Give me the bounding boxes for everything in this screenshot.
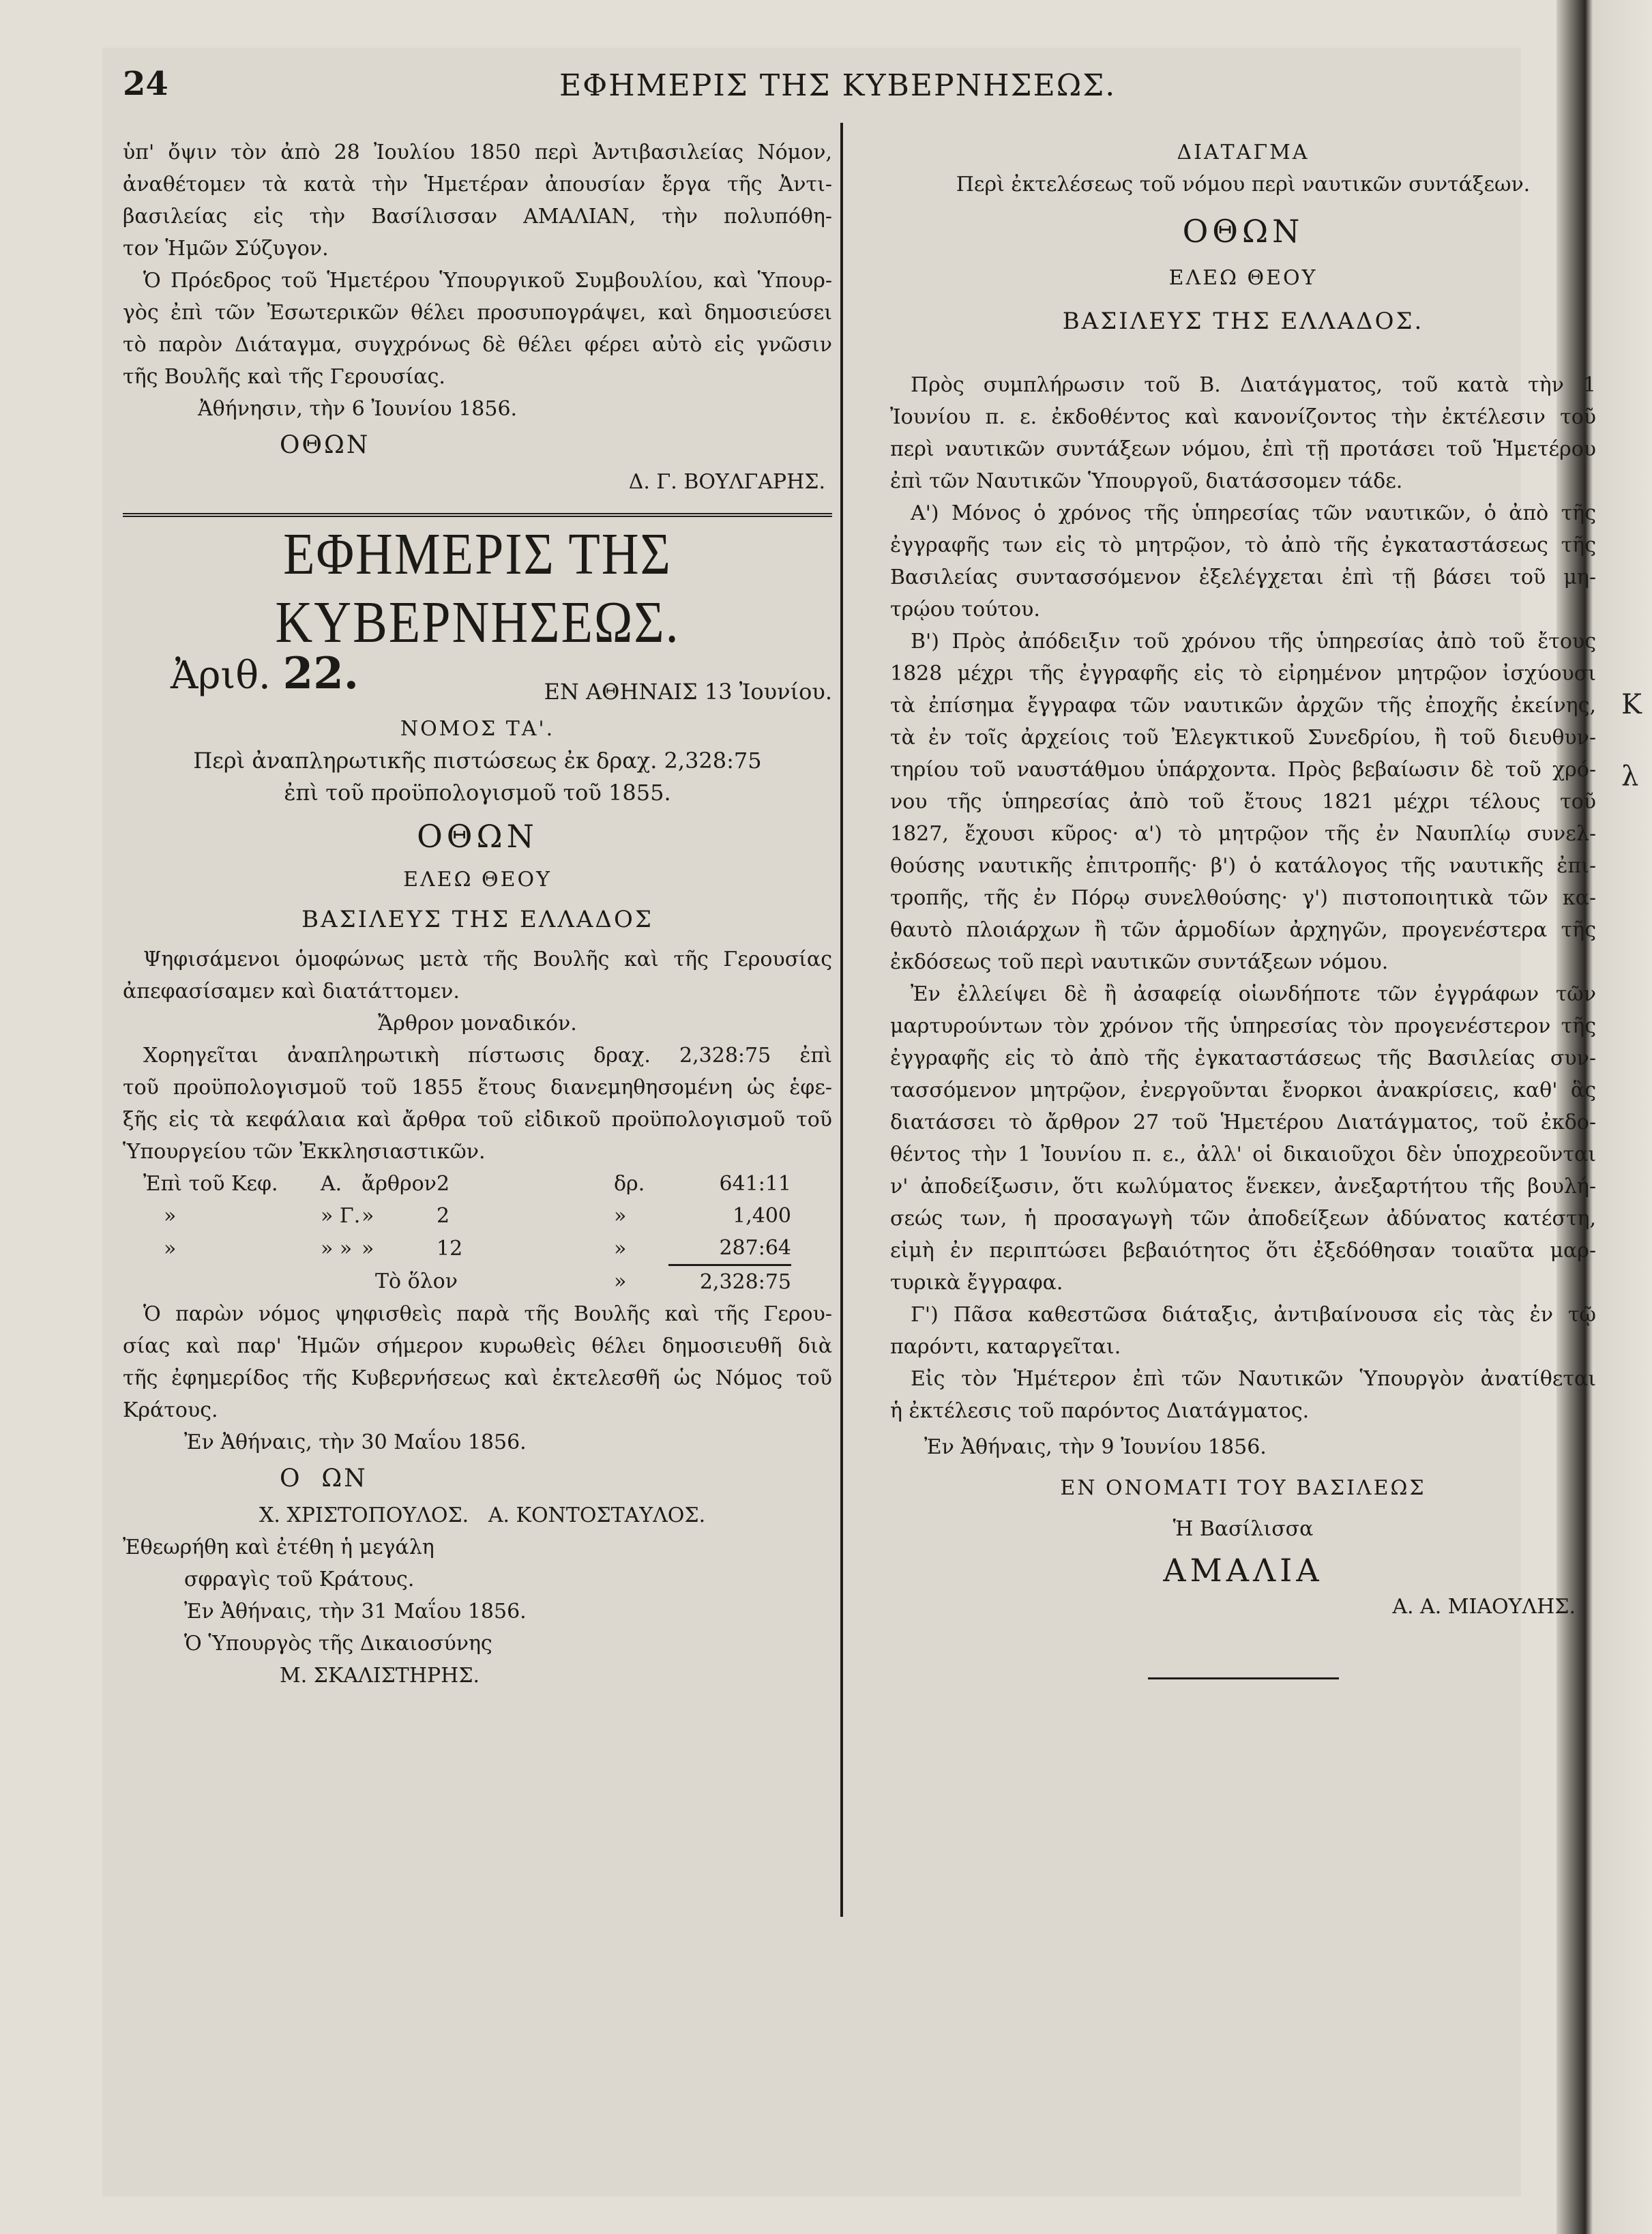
king-signature: ΟΘΩΝ bbox=[280, 431, 370, 459]
text-line: ἐγγραφῆς των εἰς τὸ μητρῷον, τὸ ἀπὸ τῆς ἐγκαταστάσεως τῆς bbox=[890, 533, 1596, 557]
text-line: τῆς ἐφημερίδος τῆς Κυβερνήσεως καὶ ἐκτελεσθῆ ὡς Νόμος τοῦ bbox=[123, 1366, 832, 1390]
issue-label: Ἀριθ. bbox=[171, 653, 271, 698]
decree-date: Ἐν Ἀθήναις, τὴν 9 Ἰουνίου 1856. bbox=[924, 1435, 1267, 1459]
text-line: διατάσσει τὸ ἄρθρον 27 τοῦ Ἡμετέρου Διατάγματος, τοῦ ἐκδο- bbox=[890, 1111, 1596, 1134]
queen-name: ΑΜΑΛΙΑ bbox=[1163, 1552, 1323, 1589]
page-header bbox=[123, 65, 1132, 119]
text-line: Ἰουνίου π. ε. ἐκδοθέντος καὶ κανονίζοντος τὴν ἐκτέλεσιν τοῦ bbox=[890, 405, 1596, 429]
article-heading: Ἄρθρον μοναδικόν. bbox=[378, 1012, 577, 1035]
total-row: Τὸ ὅλον » 2,328:75 bbox=[375, 1269, 791, 1294]
text-line: 1827, ἔχουσι κῦρος· α') τὸ μητρῷον τῆς ἐν Ναυπλίῳ συνελ- bbox=[890, 822, 1596, 846]
decree-subject: Περὶ ἐκτελέσεως τοῦ νόμου περὶ ναυτικῶν συντάξεων. bbox=[956, 173, 1531, 196]
right-column bbox=[890, 136, 1596, 1679]
law-date: Ἐν Ἀθήναις, τὴν 30 Μαΐου 1856. bbox=[184, 1430, 527, 1454]
grace-line: ΕΛΕΩ ΘΕΟΥ bbox=[403, 868, 552, 892]
text-line: Ὁ Πρόεδρος τοῦ Ἡμετέρου Ὑπουργικοῦ Συμβουλίου, καὶ Ὑπουρ- bbox=[143, 269, 832, 293]
masthead-title: ΕΦΗΜΕΡΙΣ ΤΗΣ ΚΥΒΕΡΝΗΣΕΩΣ. bbox=[275, 521, 680, 656]
text-line: εἰμὴ ἐν περιπτώσει βεβαιότητος ὅτι ἐξεδόθησαν τοιαῦτα μαρ- bbox=[890, 1239, 1596, 1263]
end-rule bbox=[1148, 1677, 1339, 1679]
text-line: τὰ ἐν τοῖς ἀρχείοις τοῦ Ἐλεγκτικοῦ Συνεδρίου, ἢ τοῦ διευθυν- bbox=[890, 726, 1596, 750]
text-line: Γ') Πᾶσα καθεστῶσα διάταξις, ἀντιβαίνουσα εἰς τὰς ἐν τῷ bbox=[911, 1303, 1596, 1327]
text-line: νου τῆς ὑπηρεσίας ἀπὸ τοῦ ἔτους 1821 μέχρι τέλους τοῦ bbox=[890, 790, 1596, 814]
text-line: θαυτὸ πλοιάρχων ἢ τῶν ἁρμοδίων ἀρχηγῶν, προγενέστερα τῆς bbox=[890, 918, 1596, 942]
running-title: ΕΦΗΜΕΡΙΣ ΤΗΣ ΚΥΒΕΡΝΗΣΕΩΣ. bbox=[559, 68, 1117, 103]
text-line: ἐκδόσεως τοῦ περὶ ναυτικῶν συντάξεων νόμου. bbox=[890, 950, 1389, 974]
royal-title: ΒΑΣΙΛΕΥΣ ΤΗΣ ΕΛΛΑΔΟΣ. bbox=[1062, 308, 1424, 335]
minister-signatures: Χ. ΧΡΙΣΤΟΠΟΥΛΟΣ. Α. ΚΟΝΤΟΣΤΑΥΛΟΣ. bbox=[259, 1503, 706, 1527]
text-line: Κράτους. bbox=[123, 1398, 218, 1422]
royal-title: ΒΑΣΙΛΕΥΣ ΤΗΣ ΕΛΛΑΔΟΣ bbox=[301, 906, 653, 933]
seal-date: Ἐν Ἀθήναις, τὴν 31 Μαΐου 1856. bbox=[184, 1600, 527, 1623]
text-line: ὑπ' ὄψιν τὸν ἀπὸ 28 Ἰουλίου 1850 περὶ Ἀντιβασιλείας Νόμον, bbox=[123, 141, 832, 164]
justice-minister-name: Μ. ΣΚΑΛΙΣΤΗΡΗΣ. bbox=[280, 1664, 480, 1688]
table-row: » » » » 12 » 287:64 bbox=[123, 1232, 791, 1265]
text-line: τὰ ἐπίσημα ἔγγραφα τῶν ναυτικῶν ἀρχῶν τῆς ἐποχῆς ἐκείνης, bbox=[890, 694, 1596, 718]
king-name: ΟΘΩΝ bbox=[1182, 213, 1304, 250]
king-signature: Ο ΩΝ bbox=[280, 1465, 368, 1493]
in-name-line: ΕΝ ΟΝΟΜΑΤΙ ΤΟΥ ΒΑΣΙΛΕΩΣ bbox=[1060, 1476, 1426, 1500]
text-line: παρόντι, καταργεῖται. bbox=[890, 1335, 1121, 1359]
issue-row bbox=[123, 648, 832, 713]
law-subject: ἐπὶ τοῦ προϋπολογισμοῦ τοῦ 1855. bbox=[284, 780, 671, 806]
law-heading: ΝΟΜΟΣ ΤΑ'. bbox=[400, 717, 555, 741]
allocation-table bbox=[123, 1168, 791, 1298]
text-line: τρῴου τούτου. bbox=[890, 598, 1040, 621]
text-line: τυρικὰ ἔγγραφα. bbox=[890, 1271, 1063, 1295]
text-line: ἀπεφασίσαμεν καὶ διατάττομεν. bbox=[123, 980, 460, 1003]
text-line: βασιλείας εἰς τὴν Βασίλισσαν ΑΜΑΛΙΑΝ, τὴν πολυπόθη- bbox=[123, 205, 832, 229]
column-divider bbox=[840, 123, 843, 1917]
text-line: τροπῆς, τῆς ἐν Πόρῳ συνελθούσης· γ') πιστοποιητικὰ τῶν κα- bbox=[890, 886, 1596, 910]
text-line: σίας καὶ παρ' Ἡμῶν σήμερον κυρωθεὶς θέλει δημοσιευθῆ διὰ bbox=[123, 1334, 832, 1358]
queen-label: Ἡ Βασίλισσα bbox=[1172, 1517, 1314, 1541]
text-line: σφραγὶς τοῦ Κράτους. bbox=[184, 1568, 415, 1591]
text-line: γὸς ἐπὶ τῶν Ἐσωτερικῶν θέλει προσυπογράψει, καὶ δημοσιεύσει bbox=[123, 301, 832, 325]
text-line: θούσης ναυτικῆς ἐπιτροπῆς· β') ὁ κατάλογος τῆς ναυτικῆς ἐπι- bbox=[890, 854, 1596, 878]
text-line: Β') Πρὸς ἀπόδειξιν τοῦ χρόνου τῆς ὑπηρεσίας ἀπὸ τοῦ ἔτους bbox=[911, 630, 1596, 653]
issue-value: 22. bbox=[282, 648, 359, 699]
text-line: Ἐν ἐλλείψει δὲ ἢ ἀσαφείᾳ οἱωνδήποτε τῶν ἐγγράφων τῶν bbox=[911, 982, 1596, 1006]
text-line: τον Ἡμῶν Σύζυγον. bbox=[123, 237, 329, 261]
text-line: Βασιλείας συντασσόμενον ἐξελέγχεται ἐπὶ τῇ βάσει τοῦ μη- bbox=[890, 565, 1596, 589]
text-line: Ὁ Ὑπουργὸς τῆς Δικαιοσύνης bbox=[184, 1632, 492, 1656]
section-rule bbox=[123, 513, 832, 517]
table-row: Ἐπὶ τοῦ Κεφ. Α. ἄρθρον 2 δρ. 641:11 bbox=[143, 1172, 791, 1196]
edge-letter: Κ bbox=[1621, 689, 1642, 720]
edge-letter: λ bbox=[1621, 761, 1639, 792]
continued-decree bbox=[123, 136, 832, 498]
text-line: μαρτυρούντων τὸν χρόνον τῆς ὑπηρεσίας τὸν προγενέστερον τῆς bbox=[890, 1014, 1596, 1038]
minister-signature: Δ. Γ. ΒΟΥΛΓΑΡΗΣ. bbox=[628, 470, 825, 494]
text-line: θέντος τὴν 1 Ἰουνίου π. ε., ἀλλ' οἱ δικαιοῦχοι δὲν ὑποχρεοῦνται bbox=[890, 1143, 1596, 1166]
text-line: ξῆς εἰς τὰ κεφάλαια καὶ ἄρθρα τοῦ εἰδικοῦ προϋπολογισμοῦ τοῦ bbox=[123, 1108, 832, 1132]
text-line: Α') Μόνος ὁ χρόνος τῆς ὑπηρεσίας τῶν ναυτικῶν, ὁ ἀπὸ τῆς bbox=[911, 501, 1596, 525]
text-line: 1828 μέχρι τῆς ἐγγραφῆς εἰς τὸ εἰρημένον μητρῷον ἰσχύουσι bbox=[890, 662, 1596, 686]
decree-date: Ἀθήνησιν, τὴν 6 Ἰουνίου 1856. bbox=[198, 397, 518, 421]
grace-line: ΕΛΕΩ ΘΕΟΥ bbox=[1168, 266, 1318, 290]
text-line: Ἐθεωρήθη καὶ ἐτέθη ἡ μεγάλη bbox=[123, 1535, 434, 1559]
text-line: Ὁ παρὼν νόμος ψηφισθεὶς παρὰ τῆς Βουλῆς καὶ τῆς Γερου- bbox=[143, 1302, 832, 1326]
table-row: » » Γ. » 2 » 1,400 bbox=[164, 1204, 791, 1228]
text-line: Εἰς τὸν Ἡμέτερον ἐπὶ τῶν Ναυτικῶν Ὑπουργὸν ἀνατίθεται bbox=[911, 1367, 1596, 1391]
text-line: Ψηφισάμενοι ὁμοφώνως μετὰ τῆς Βουλῆς καὶ τῆς Γερουσίας bbox=[143, 947, 832, 971]
text-line: ἐγγραφῆς εἰς τὸ ἀπὸ τῆς ἐγκαταστάσεως τῆς Βασιλείας συν- bbox=[890, 1046, 1596, 1070]
law-subject: Περὶ ἀναπληρωτικῆς πιστώσεως ἐκ δραχ. 2,328:75 bbox=[193, 748, 762, 774]
place-date: ΕΝ ΑΘΗΝΑΙΣ 13 Ἰουνίου. bbox=[544, 679, 832, 705]
text-line: τοῦ προϋπολογισμοῦ τοῦ 1855 ἔτους διανεμηθησομένη ὡς ἑφε- bbox=[123, 1076, 832, 1100]
king-name: ΟΘΩΝ bbox=[417, 818, 538, 855]
text-line: ἡ ἐκτέλεσις τοῦ παρόντος Διατάγματος. bbox=[890, 1399, 1310, 1423]
decree-heading: ΔΙΑΤΑΓΜΑ bbox=[1177, 141, 1310, 164]
issue-number bbox=[171, 648, 359, 699]
text-line: Ὑπουργείου τῶν Ἐκκλησιαστικῶν. bbox=[123, 1140, 486, 1164]
text-line: ἀναθέτομεν τὰ κατὰ τὴν Ἡμετέραν ἀπουσίαν ἔργα τῆς Ἀντι- bbox=[123, 173, 832, 196]
text-line: Χορηγεῖται ἀναπληρωτικὴ πίστωσις δραχ. 2,328:75 ἐπὶ bbox=[143, 1044, 832, 1068]
text-line: περὶ ναυτικῶν συντάξεων νόμου, ἐπὶ τῇ προτάσει τοῦ Ἡμετέρου bbox=[890, 437, 1596, 461]
page-number: 24 bbox=[123, 65, 168, 103]
text-line: Πρὸς συμπλήρωσιν τοῦ Β. Διατάγματος, τοῦ κατὰ τὴν 1 bbox=[911, 373, 1596, 397]
text-line: ἐπὶ τῶν Ναυτικῶν Ὑπουργοῦ, διατάσσομεν τάδε. bbox=[890, 469, 1403, 493]
text-line: τὸ παρὸν Διάταγμα, συγχρόνως δὲ θέλει φέρει αὐτὸ εἰς γνῶσιν bbox=[123, 333, 832, 357]
text-line: τασσόμενον μητρῷον, ἐνεργοῦνται ἔνορκοι ἀνακρίσεις, καθ' ἃς bbox=[890, 1078, 1596, 1102]
text-line: ν' ἀποδείξωσιν, ὅτι κωλύματος ἕνεκεν, ἀνεξαρτήτου τῆς βουλή- bbox=[890, 1175, 1596, 1199]
text-line: σεώς των, ἡ προσαγωγὴ τῶν ἀποδείξεων ἀδύνατος κατέστη, bbox=[890, 1207, 1596, 1231]
text-line: τῆς Βουλῆς καὶ τῆς Γερουσίας. bbox=[123, 365, 445, 389]
left-column bbox=[123, 136, 832, 1692]
minister-signature: Α. Α. ΜΙΑΟΥΛΗΣ. bbox=[1392, 1595, 1576, 1619]
text-line: τηρίου τοῦ ναυστάθμου ὑπάρχοντα. Πρὸς βεβαίωσιν δὲ τοῦ χρό- bbox=[890, 758, 1596, 782]
